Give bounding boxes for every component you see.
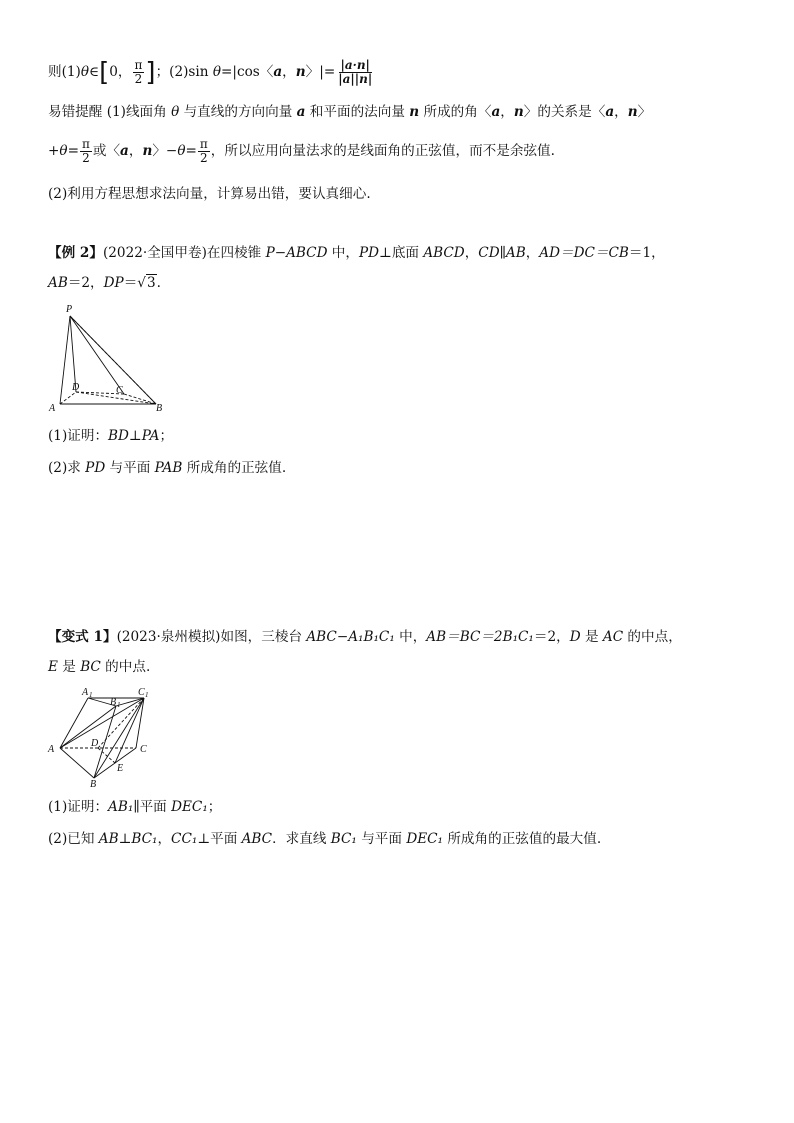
label-C: C — [140, 744, 147, 755]
label-A1: A — [82, 687, 89, 698]
label-C: C — [116, 385, 123, 396]
label-A: A — [48, 744, 55, 755]
label-P: P — [66, 304, 73, 315]
cosine-fraction: $\frac{|a\cdot n|}{|a||n|}$ — [338, 58, 373, 86]
label-B1: B — [110, 697, 117, 708]
label-C1: C — [138, 687, 145, 698]
label-D: D — [91, 738, 99, 749]
warning-line-3: (2)利用方程思想求法向量，计算易出错，要认真细心. — [48, 186, 371, 202]
example2-question-2: (2)求 PD 与平面 PAB 所成角的正弦值. — [48, 460, 287, 476]
label-B: B — [156, 403, 163, 414]
example2-question-1: (1)证明：BD⊥PA； — [48, 428, 174, 444]
variant1-line-1: 【变式 1】(2023·泉州模拟)如图，三棱台 ABC−A₁B₁C₁ 中，AB＝BC＝2B₁C₁＝2，D 是 AC 的中点， — [48, 629, 682, 645]
variant1-line-2: E 是 BC 的中点. — [48, 659, 151, 675]
svg-text:1: 1 — [117, 701, 121, 709]
example2-line-1: 【例 2】(2022·全国甲卷)在四棱锥 P−ABCD 中，PD⊥底面 ABCD，CD∥AB，AD＝DC＝CB＝1， — [48, 245, 665, 261]
frustum-figure — [44, 686, 164, 788]
label-E: E — [117, 763, 124, 774]
warning-line-1: 易错提醒 (1)线面角 θ 与直线的方向向量 a 和平面的法向量 n 所成的角〈a，n〉的关系是〈a，n〉 — [48, 104, 652, 120]
svg-text:1: 1 — [145, 691, 149, 699]
label-D: D — [72, 382, 80, 393]
example2-line-2: AB＝2，DP＝√3. — [48, 275, 161, 291]
pyramid-figure — [44, 300, 174, 418]
intro-formula: 则(1)θ∈[0， $\frac{\pi}{2}$ ]；(2)sin θ=|cos〈a，n〉|= $\frac{|a\cdot n|}{|a||n|}$ — [48, 57, 373, 88]
variant1-question-2: (2)已知 AB⊥BC₁，CC₁⊥平面 ABC．求直线 BC₁ 与平面 DEC₁ 所成角的正弦值的最大值. — [48, 831, 602, 847]
label-B: B — [90, 779, 97, 788]
variant1-question-1: (1)证明：AB₁∥平面 DEC₁； — [48, 799, 222, 815]
warning-line-2: +θ= $\frac{\pi}{2}$ 或〈a，n〉−θ= $\frac{\pi}{2}$ ，所以应用向量法求的是线面角的正弦值，而不是余弦值. — [48, 137, 555, 165]
svg-text:1: 1 — [89, 691, 93, 699]
label-A: A — [49, 403, 56, 414]
pi-over-2: $\frac{\pi}{2}$ — [134, 58, 143, 86]
